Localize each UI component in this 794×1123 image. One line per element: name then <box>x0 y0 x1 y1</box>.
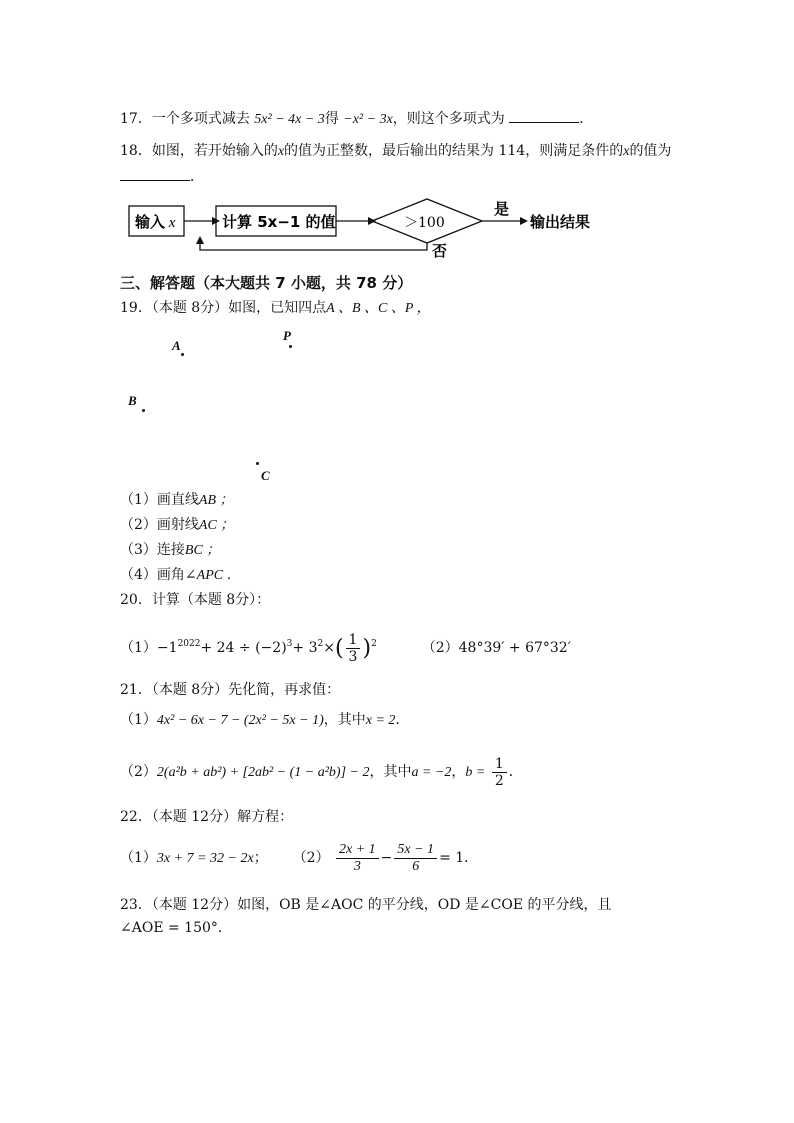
flow-compute-label: 计算 5x−1 的值 <box>222 213 336 231</box>
q19-item-4: （4）画角∠APC ． <box>120 567 241 583</box>
point-c-label: C <box>261 468 270 483</box>
point-p <box>289 345 292 348</box>
q19-item-3: （3）连接BC ； <box>120 542 221 558</box>
flow-output-label: 输出结果 <box>530 213 591 231</box>
q18-blank-line: ． <box>120 166 204 187</box>
q19-head: 19．（本题 8分）如图，已知四点A 、B 、C 、P ， <box>120 300 431 316</box>
q22-equations: （1）3x + 7 = 32 − 2x； （2） $\frac{2x + 1}{3}$ − $\frac{5x - 1}{6}$ = 1． <box>120 841 479 874</box>
fraction-5x-minus-1-over-6: $\frac{5x - 1}{6}$ <box>394 842 437 875</box>
q19-item-1: （1）画直线AB ； <box>120 492 234 508</box>
flowchart <box>0 194 794 264</box>
q18-line: 18．如图，若开始输入的x的值为正整数，最后输出的结果为 114，则满足条件的x的值为 <box>120 143 672 159</box>
flow-condition-label: ＞100 <box>404 215 445 231</box>
flow-no-label: 否 <box>432 242 448 260</box>
answer-blank <box>120 166 190 181</box>
q21-part2: （2）2(a²b + ab²) + [2ab² − (1 − a²b)] − 2，其中a = −2，b = $\frac{1}{2}$ ． <box>120 755 523 789</box>
q17-line: 17．一个多项式减去 5x² − 4x − 3得 −x² − 3x，则这个多项式为 ． <box>120 108 593 130</box>
q23-line2: ∠AOE = 150°． <box>120 920 232 936</box>
fraction-one-half: $\frac{1}{2}$ <box>492 756 507 789</box>
q22-head: 22．（本题 12分）解方程： <box>120 809 294 825</box>
flow-yes-label: 是 <box>494 200 510 218</box>
q20-expressions: $(1)-1^{2022}+ 24 \div (-2)^3+ 3^2\times$( $\frac{1}{3}$ )$^2$ （2）48°39′ + 67°32′ <box>120 631 571 665</box>
fraction-one-third: $\frac{1}{3}$ <box>346 632 361 665</box>
point-c <box>256 462 259 465</box>
point-b <box>142 409 145 412</box>
q21-part1: （1）4x² − 6x − 7 − (2x² − 5x − 1)，其中x = 2． <box>120 712 410 728</box>
point-b-label: B <box>128 393 137 408</box>
q19-item-2: （2）画射线AC ； <box>120 517 235 533</box>
q21-head: 21．（本题 8分）先化简，再求值： <box>120 682 341 698</box>
point-a <box>181 353 184 356</box>
flow-input-label: 输入 x <box>135 213 176 231</box>
answer-blank <box>509 108 579 123</box>
section-heading: 三、解答题（本大题共 7 小题，共 78 分） <box>120 274 413 292</box>
q20-head: 20．计算（本题 8分）： <box>120 592 271 608</box>
fraction-2x-plus-1-over-3: $\frac{2x + 1}{3}$ <box>336 842 379 875</box>
point-p-label: P <box>283 328 291 343</box>
point-a-label: A <box>172 338 181 353</box>
q23-line1: 23．（本题 12分）如图，OB 是∠AOC 的平分线，OD 是∠COE 的平分线，且 <box>120 897 612 913</box>
